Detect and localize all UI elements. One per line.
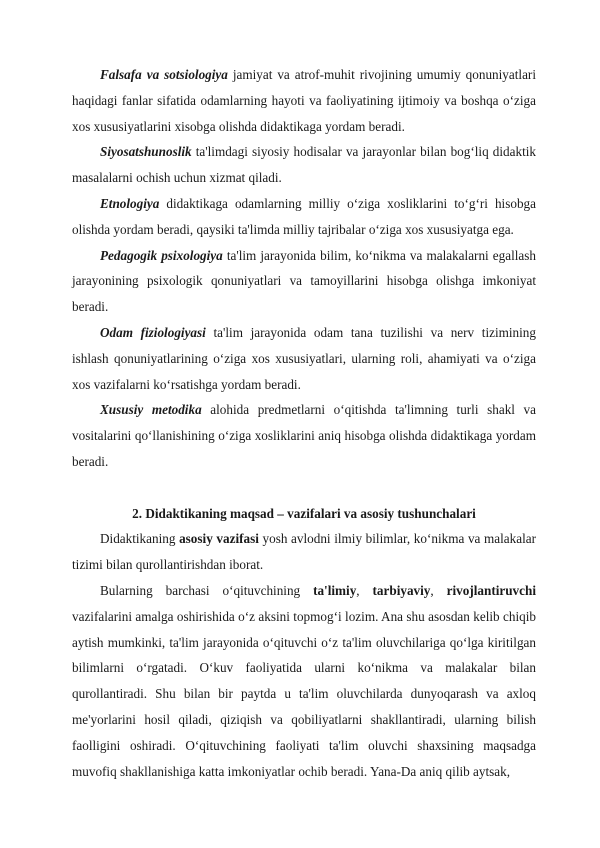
- functions-sep-1: ,: [356, 582, 373, 598]
- term-philosophy: Falsafa va sotsiologiya: [100, 67, 228, 82]
- text-political-science: ta'limdagi siyosiy hodisalar va jarayonlar bilan bog‘liq didaktik masalalarni ochish uchun xizmat qiladi.: [72, 144, 536, 186]
- text-physiology: ta'lim jarayonida odam tana tuzilishi va nerv tizimining ishlash qonuniyatlarining o‘ziga xos xususiyatlari, ularning roli, ahamiyati va o‘ziga xos vazifalarni ko‘rsatishga yordam beradi.: [72, 324, 536, 392]
- term-physiology: Odam fiziologiyasi: [100, 324, 206, 340]
- term-methodology: Xususiy metodika: [100, 402, 202, 418]
- text-methodology: alohida predmetlarni o‘qitishda ta'limning turli shakl va vositalarini qo‘llanishining o‘ziga xosliklarini aniq hisobga olishda didaktikaga yordam beradi.: [72, 402, 536, 469]
- functions-pre: Bularning barchasi o‘qituvchining: [100, 582, 314, 598]
- function-developmental: rivojlantiruvchi: [446, 582, 537, 598]
- text-ethnology: didaktikaga odamlarning milliy o‘ziga xosliklarini to‘g‘ri hisobga olishda yordam beradi, qaysiki ta'limda milliy tajribalar o‘ziga xos xususiyatga ega.: [72, 195, 536, 237]
- term-political-science: Siyosatshunoslik: [100, 144, 192, 160]
- functions-post: vazifalarini amalga oshirishida o‘z aksini topmog‘i lozim. Ana shu asosdan kelib chiqib aytish mumkinki, ta'lim jarayonida o‘qituvchi o‘z ta'lim oluvchilariga qo‘lga kiritilgan bilimlarni o‘rgatadi. O‘kuv faoliyatida ularni ko‘nikma va malakalar bilan qurollantiradi. Shu bilan bir paytda u ta'lim oluvchilarda dunyoqarash va axloq me'yorlarini hosil qiladi, qiziqish va qobiliyatlarni shakllantiradi, ularning bilish faolligini oshiradi. O‘qituvchining faoliyati ta'lim oluvchi shaxsining maqsadga muvofiq shakllanishiga katta imkoniyatlar ochib beradi. Yana-Da aniq qilib aytsak,: [72, 608, 536, 779]
- functions-sep-2: ,: [430, 582, 447, 598]
- paragraph-ethnology: [72, 191, 536, 243]
- paragraph-teacher-functions: [72, 578, 536, 784]
- paragraph-methodology: [72, 397, 536, 474]
- term-ethnology: Etnologiya: [100, 195, 160, 211]
- term-pedagogical-psychology: Pedagogik psixologiya: [100, 247, 223, 263]
- paragraph-philosophy: [72, 62, 536, 139]
- text-philosophy: jamiyat va atrof-muhit rivojining umumiy qonuniyatlari haqidagi fanlar sifatida odamlarning hayoti va faoliyatining ijtimoiy va boshqa o‘ziga xos xususiyatlarini xisobga olishda didaktikaga yordam beradi.: [72, 67, 536, 134]
- function-educational: ta'limiy: [313, 582, 357, 598]
- section-heading: 2. Didaktikaning maqsad – vazifalari va asosiy tushunchalari: [132, 505, 476, 521]
- main-task-bold: asosiy vazifasi: [179, 531, 259, 547]
- main-task-pre: Didaktikaning: [100, 531, 180, 547]
- function-upbringing: tarbiyaviy: [372, 582, 431, 598]
- paragraph-pedagogical-psychology: [72, 243, 536, 320]
- text-pedagogical-psychology: ta'lim jarayonida bilim, ko‘nikma va malakalarni egallash jarayonining psixologik qonuniyatlari va tamoyillarini hisobga olishga imkoniyat beradi.: [72, 247, 536, 315]
- paragraph-main-task: [72, 526, 536, 578]
- paragraph-political-science: [72, 139, 536, 191]
- document-page: [72, 62, 536, 784]
- paragraph-physiology: [72, 320, 536, 397]
- main-task-post: yosh avlodni ilmiy bilimlar, ko‘nikma va malakalar tizimi bilan qurollantirishdan iborat.: [72, 531, 536, 573]
